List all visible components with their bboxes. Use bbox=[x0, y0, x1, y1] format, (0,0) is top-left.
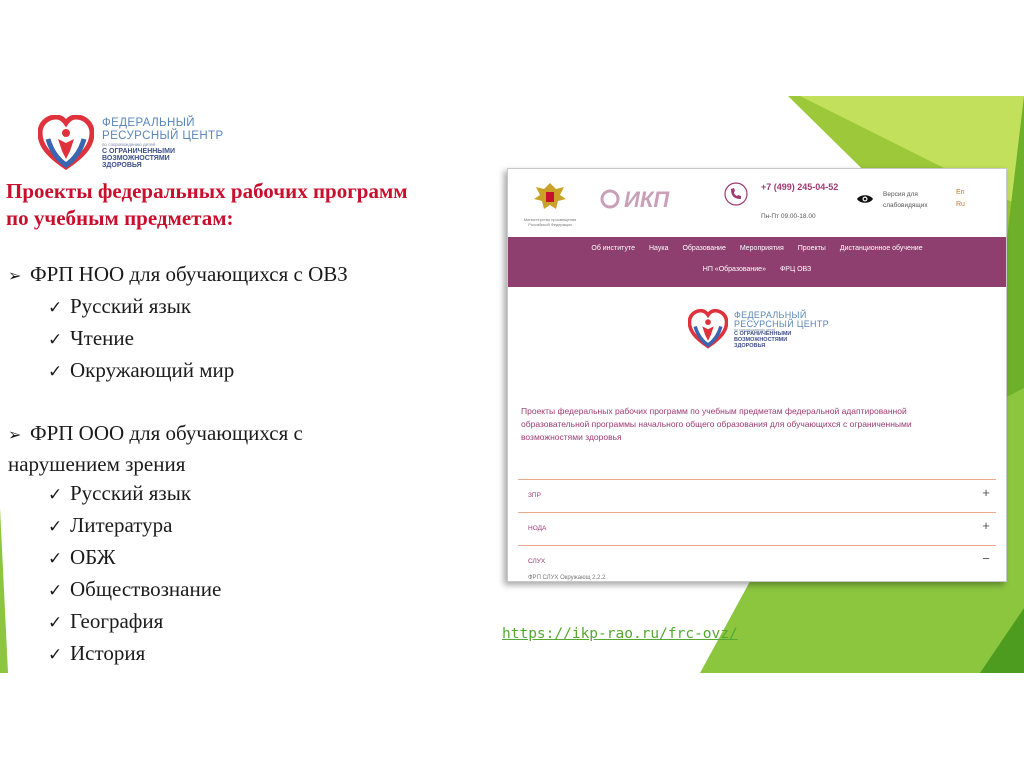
eagle-emblem-icon bbox=[530, 179, 570, 215]
nav-item-education[interactable]: Образование bbox=[682, 245, 726, 252]
checkmark-icon: ✓ bbox=[48, 581, 63, 600]
nav-item-events[interactable]: Мероприятия bbox=[739, 245, 784, 252]
logo-line-5: ВОЗМОЖНОСТЯМИ bbox=[102, 155, 170, 163]
list-item bbox=[48, 574, 418, 606]
list-item-text: ОБЖ bbox=[70, 545, 116, 569]
phone-number[interactable]: +7 (499) 245-04-52 bbox=[761, 182, 839, 192]
nav-item-projects[interactable]: Проекты bbox=[797, 245, 826, 252]
site-logo-line-1: ФЕДЕРАЛЬНЫЙ bbox=[734, 309, 807, 320]
frc-logo bbox=[38, 115, 224, 173]
group-title-text: ФРП НОО для обучающихся с ОВЗ bbox=[30, 262, 348, 286]
plus-icon[interactable]: + bbox=[982, 518, 990, 533]
nav-row-2 bbox=[508, 266, 1006, 273]
list-item bbox=[48, 606, 418, 638]
site-logo-line-5: ВОЗМОЖНОСТЯМИ bbox=[734, 336, 788, 343]
accordion-label: ЗПР bbox=[528, 492, 541, 499]
minus-icon[interactable]: − bbox=[982, 551, 990, 566]
svg-text:ИКП: ИКП bbox=[624, 187, 670, 212]
list-item-text: География bbox=[70, 609, 164, 633]
heading-line-2: по учебным предметам: bbox=[6, 206, 234, 230]
site-logo-line-3: по сопровождению детей bbox=[734, 327, 776, 332]
website-screenshot bbox=[507, 168, 1007, 582]
checkmark-icon: ✓ bbox=[48, 613, 63, 632]
plus-icon[interactable]: + bbox=[982, 485, 990, 500]
heading-line-1: Проекты федеральных рабочих программ bbox=[6, 179, 408, 203]
checkmark-icon: ✓ bbox=[48, 362, 63, 381]
list-item-text: Литература bbox=[70, 513, 173, 537]
left-column bbox=[0, 178, 418, 670]
group-title-text: ФРП ООО для обучающихся с нарушением зрения bbox=[8, 421, 303, 476]
ministry-caption: Министерство просвещения Российской Федерации bbox=[523, 217, 577, 227]
heart-logo-icon bbox=[38, 115, 94, 173]
nav-item-science[interactable]: Наука bbox=[648, 245, 669, 252]
nav-item-distance[interactable]: Дистанционное обучение bbox=[839, 245, 923, 252]
checkmark-icon: ✓ bbox=[48, 298, 63, 317]
arrow-bullet-icon: ➢ bbox=[8, 427, 22, 444]
list-item bbox=[48, 355, 418, 387]
logo-line-2: РЕСУРСНЫЙ ЦЕНТР bbox=[102, 129, 224, 142]
work-hours: Пн-Пт 09.00-18.00 bbox=[761, 213, 816, 220]
site-frc-logo bbox=[688, 309, 829, 351]
site-header bbox=[508, 169, 1006, 237]
heart-logo-icon bbox=[688, 309, 728, 351]
list-item bbox=[48, 638, 418, 670]
accordion-sub-item[interactable]: ФРП СЛУХ Окружающ 2.2.2 bbox=[528, 575, 606, 581]
checkmark-icon: ✓ bbox=[48, 645, 63, 664]
group-noo bbox=[0, 260, 418, 387]
site-logo-line-2: РЕСУРСНЫЙ ЦЕНТР bbox=[734, 318, 829, 329]
logo-line-1: ФЕДЕРАЛЬНЫЙ bbox=[102, 117, 195, 130]
site-logo-line-6: ЗДОРОВЬЯ bbox=[734, 342, 766, 349]
source-url-link[interactable]: https://ikp-rao.ru/frc-ovz/ bbox=[502, 626, 738, 642]
arrow-bullet-icon: ➢ bbox=[8, 268, 22, 285]
nav-item-np-education[interactable]: НП «Образование» bbox=[702, 266, 766, 273]
eye-icon[interactable] bbox=[856, 193, 874, 205]
group-title bbox=[8, 260, 418, 291]
list-item bbox=[48, 291, 418, 323]
accordion-label: НОДА bbox=[528, 525, 547, 532]
slide-heading bbox=[6, 178, 418, 232]
nav-item-frc-ovz[interactable]: ФРЦ ОВЗ bbox=[779, 266, 812, 273]
ikp-logo-icon[interactable] bbox=[600, 185, 692, 213]
site-description: Проекты федеральных рабочих программ по учебным предметам федеральной адаптированной образовательной программы начального общего образования для обучающихся с ограниченными возможностями здоровья bbox=[521, 406, 912, 442]
logo-line-4: С ОГРАНИЧЕННЫМИ bbox=[102, 147, 176, 155]
site-nav bbox=[508, 237, 1006, 287]
phone-icon bbox=[723, 181, 749, 207]
list-item bbox=[48, 478, 418, 510]
checkmark-icon: ✓ bbox=[48, 517, 63, 536]
group-title bbox=[8, 419, 418, 478]
group-ooo bbox=[0, 419, 418, 670]
list-item-text: Русский язык bbox=[70, 481, 192, 505]
list-item-text: История bbox=[70, 641, 146, 665]
checkmark-icon: ✓ bbox=[48, 485, 63, 504]
site-logo-line-4: С ОГРАНИЧЕННЫМИ bbox=[734, 331, 792, 338]
accordion-item-sluh[interactable] bbox=[518, 546, 996, 578]
list-item bbox=[48, 323, 418, 355]
nav-row-1 bbox=[508, 245, 1006, 252]
list-item-text: Чтение bbox=[70, 326, 134, 350]
vision-impaired-link[interactable]: Версия для слабовидящих bbox=[883, 191, 928, 209]
list-item bbox=[48, 542, 418, 574]
lang-en-link[interactable]: En bbox=[956, 189, 965, 196]
accordion-item-zpr[interactable] bbox=[518, 480, 996, 513]
list-item-text: Обществознание bbox=[70, 577, 222, 601]
list-item-text: Окружающий мир bbox=[70, 358, 235, 382]
logo-line-3: по сопровождению детей bbox=[102, 142, 155, 148]
logo-line-6: ЗДОРОВЬЯ bbox=[102, 162, 142, 170]
list-item bbox=[48, 510, 418, 542]
checkmark-icon: ✓ bbox=[48, 549, 63, 568]
checkmark-icon: ✓ bbox=[48, 330, 63, 349]
nav-item-about[interactable]: Об институте bbox=[591, 245, 635, 252]
accordion-label: СЛУХ bbox=[528, 558, 546, 565]
lang-ru-link[interactable]: Ru bbox=[956, 201, 965, 208]
accordion-item-noda[interactable] bbox=[518, 513, 996, 546]
list-item-text: Русский язык bbox=[70, 294, 192, 318]
